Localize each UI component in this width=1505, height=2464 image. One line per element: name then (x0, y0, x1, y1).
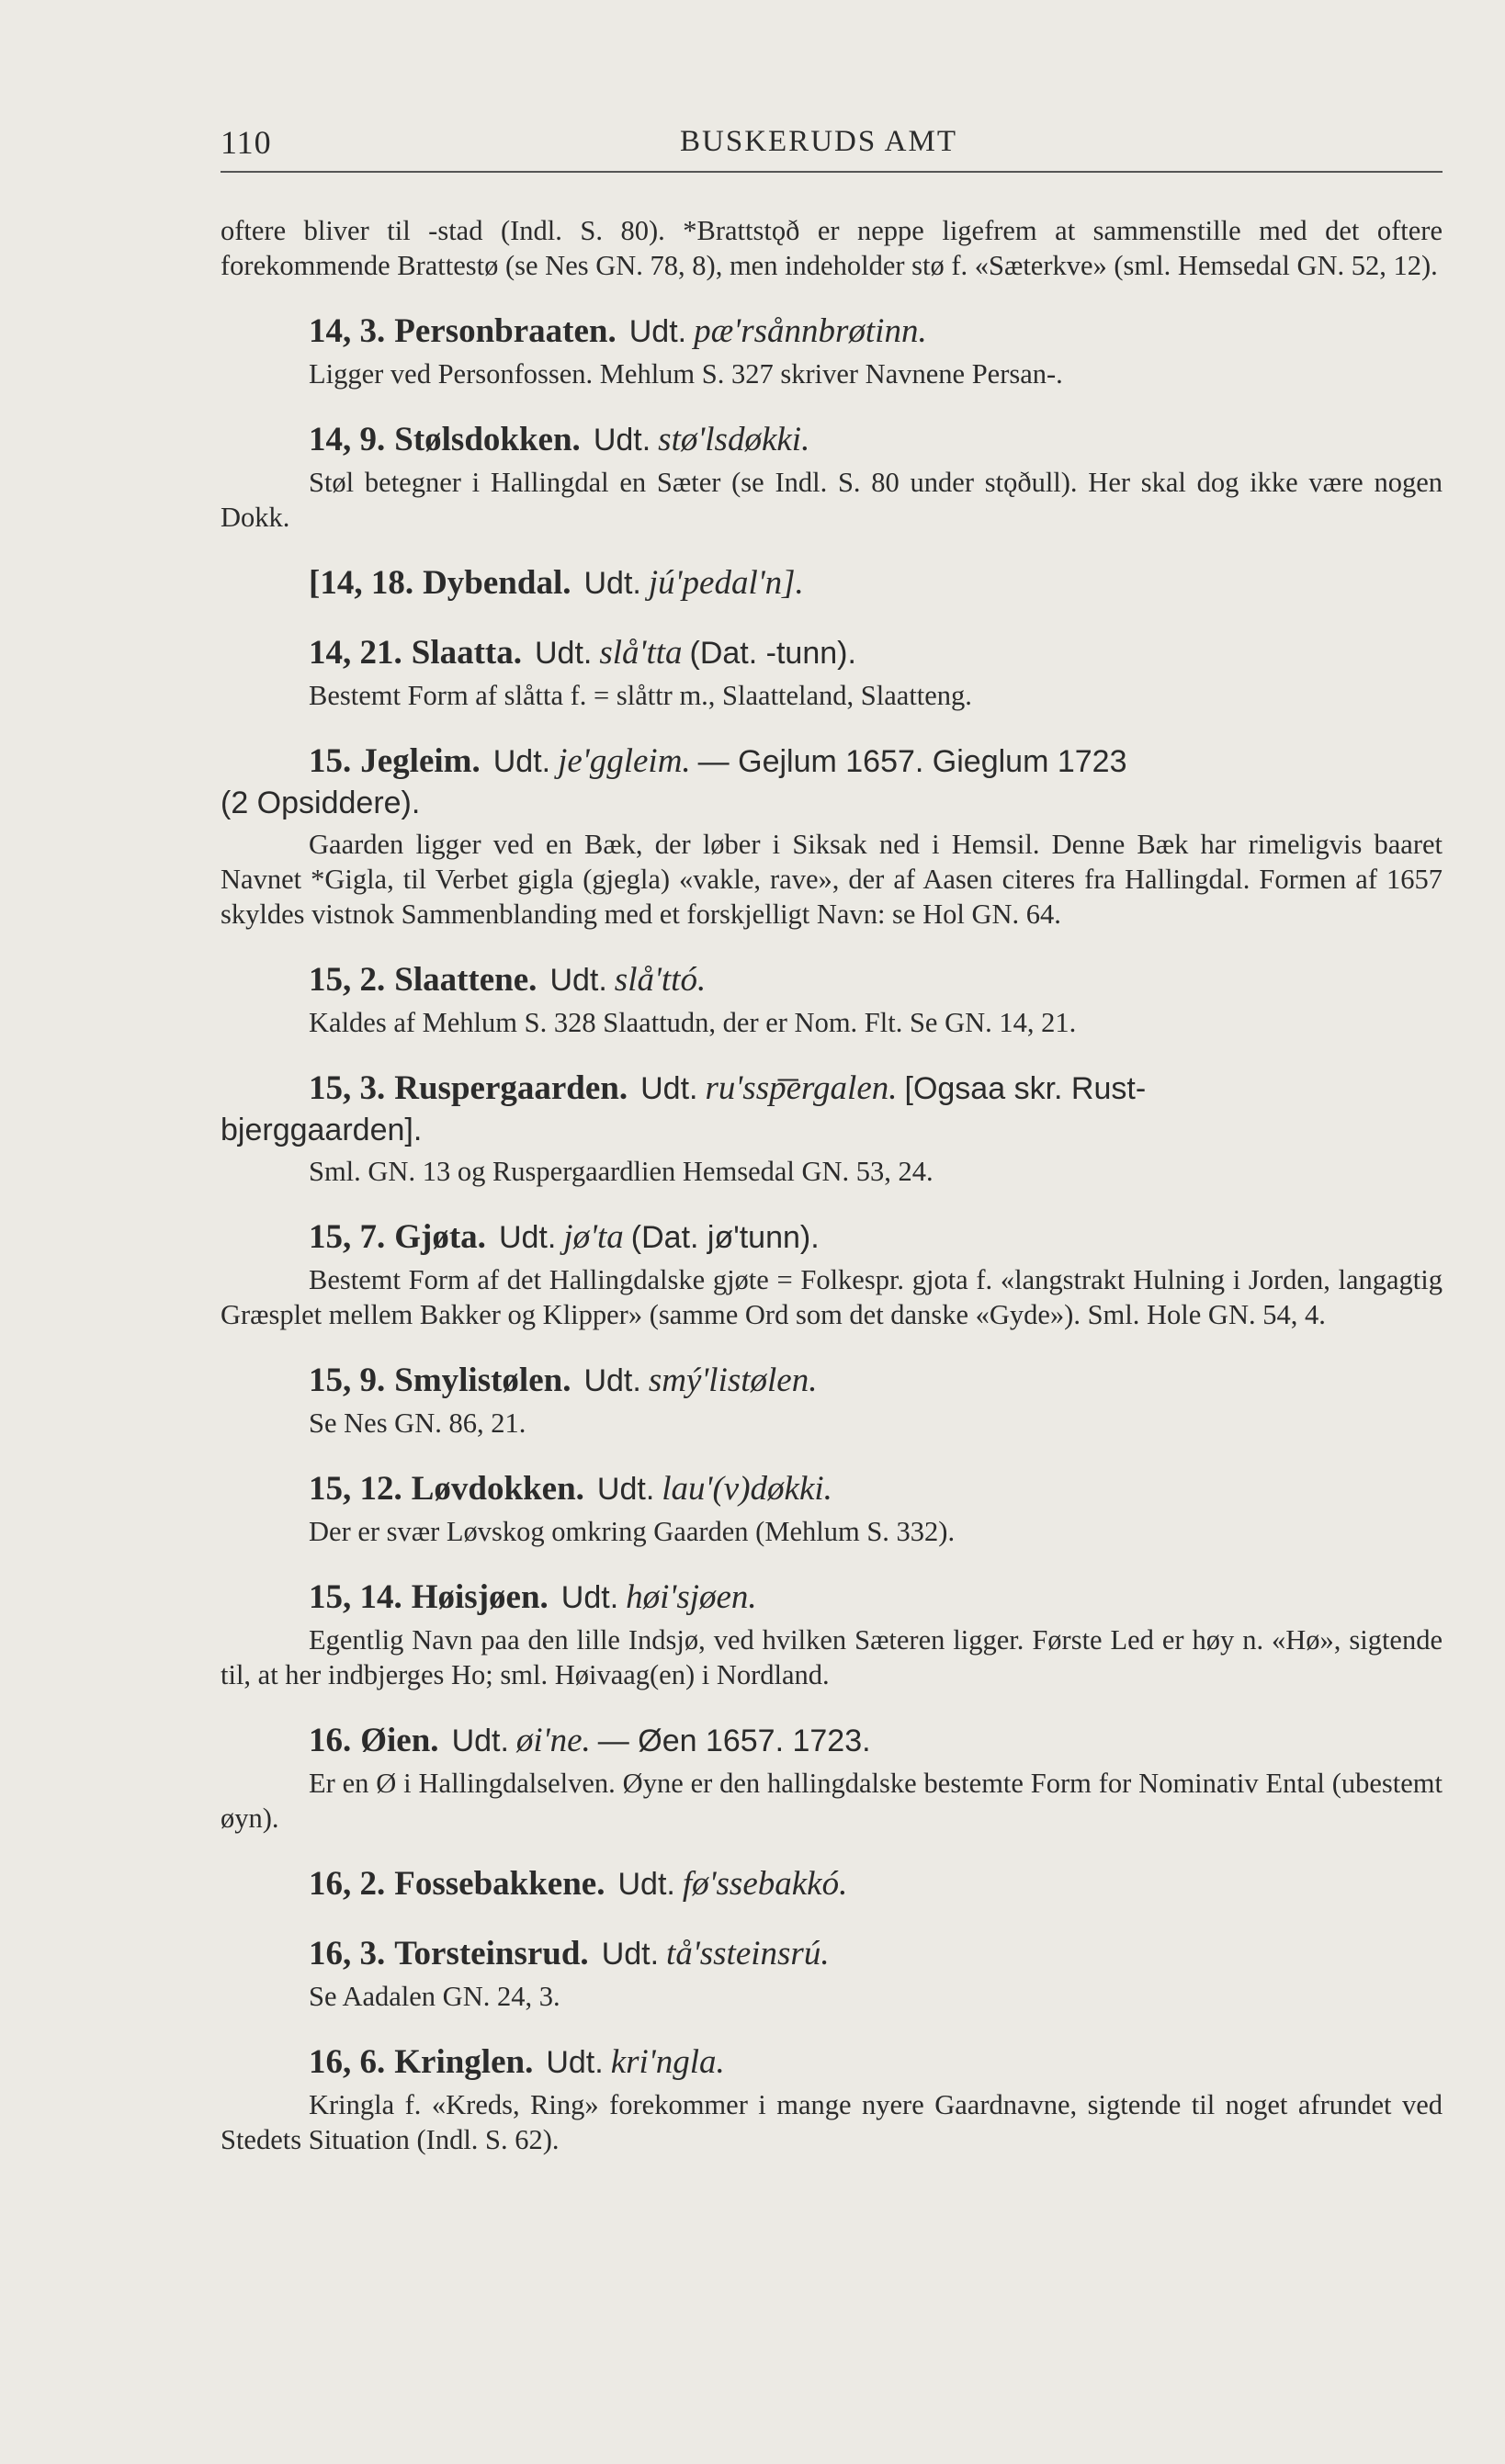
entry-udt-label: Udt. (535, 636, 593, 671)
entry-body: Er en Ø i Hallingdalselven. Øyne er den hallingdalske bestemte Form for Nominativ Ental (ubestemt øyn). (221, 1768, 1443, 1834)
entry-heading (221, 311, 1443, 353)
place-entry (221, 2041, 1443, 2157)
entry-pronunciation: kri'ngla. (610, 2043, 725, 2081)
intro-paragraph: oftere bliver til -stad (Indl. S. 80). *Brattstǫð er neppe ligefrem at sammenstille med det oftere forekommende Brattestø (se Nes GN. 78, 8), men indeholder stø f. «Sæterkve» (sml. Hemsedal GN. 52, 12). (221, 215, 1443, 281)
text-block (221, 213, 1443, 2157)
place-entry (221, 562, 1443, 605)
entry-heading-continuation: (2 Opsiddere). (221, 786, 421, 820)
entry-number: 15, 12. (309, 1470, 402, 1508)
entry-heading (221, 632, 1443, 674)
entry-pronunciation: tå'ssteinsrú. (666, 1935, 830, 1972)
entry-pronunciation: ru'ssp͞ergalen. (705, 1069, 898, 1107)
entry-number: 15. (309, 742, 352, 780)
entry-heading (221, 2041, 1443, 2084)
entry-number: [14, 18. (309, 564, 414, 602)
entry-udt-label: Udt. (546, 2045, 604, 2080)
entry-number: 15, 14. (309, 1578, 402, 1616)
place-entry (221, 1720, 1443, 1836)
entry-body: Egentlig Navn paa den lille Indsjø, ved hvilken Sæteren ligger. Første Led er høy n. «Hø», sigtende til, at her indbjerges Ho; sml. Høivaag(en) i Nordland. (221, 1624, 1443, 1690)
entry-body: Bestemt Form af det Hallingdalske gjøte = Folkespr. gjota f. «langstrakt Hulning i Jorden, langagtig Græsplet mellem Bakker og Klipper» (samme Ord som det danske «Gyde»). Sml. Hole GN. 54, 4. (221, 1264, 1443, 1330)
entry-extra: (Dat. -tunn). (689, 636, 856, 671)
place-entry (221, 1577, 1443, 1692)
entry-heading-continuation: bjerggaarden]. (221, 1113, 423, 1147)
running-header (221, 123, 1443, 169)
place-entry (221, 632, 1443, 713)
entry-udt-label: Udt. (640, 1071, 698, 1106)
entry-number: 14, 3. (309, 312, 386, 350)
entry-udt-label: Udt. (498, 1220, 557, 1255)
entry-udt-label: Udt. (617, 1867, 675, 1902)
entry-name: Torsteinsrud. (394, 1935, 589, 1972)
entry-udt-label: Udt. (583, 566, 641, 601)
entry-pronunciation: smý'listølen. (648, 1362, 818, 1399)
entry-heading (221, 1933, 1443, 1975)
entry-number: 15, 3. (309, 1069, 386, 1107)
entry-name: Høisjøen. (411, 1578, 549, 1616)
entry-name: Slaattene. (394, 961, 538, 999)
entry-pronunciation: slå'ttó. (614, 961, 707, 999)
entry-pronunciation: jú'pedal'n]. (648, 564, 804, 602)
entry-number: 14, 21. (309, 634, 402, 672)
entry-pronunciation: lau'(v)døkki. (662, 1470, 832, 1508)
entry-heading (221, 1468, 1443, 1510)
entry-name: Jegleim. (360, 742, 481, 780)
entry-udt-label: Udt. (492, 744, 551, 779)
entry-body: Kaldes af Mehlum S. 328 Slaattudn, der er Nom. Flt. Se GN. 14, 21. (309, 1007, 1077, 1038)
entry-body: Sml. GN. 13 og Ruspergaardlien Hemsedal GN. 53, 24. (309, 1156, 934, 1187)
entry-heading (221, 1720, 1443, 1762)
place-entry (221, 959, 1443, 1040)
entry-name: Ruspergaarden. (394, 1069, 628, 1107)
entry-pronunciation: stø'lsdøkki. (658, 421, 810, 458)
entry-body: Gaarden ligger ved en Bæk, der løber i Siksak ned i Hemsil. Denne Bæk har rimeligvis baaret Navnet *Gigla, til Verbet gigla (gjegla) «vakle, rave», der af Aasen citeres fra Hallingdal. Formen af 1657 skyldes vistnok Sammenblanding med et forskjelligt Navn: se Hol GN. 64. (221, 829, 1443, 930)
entry-heading (221, 1216, 1443, 1259)
entry-heading (221, 740, 1443, 783)
entry-name: Smylistølen. (394, 1362, 571, 1399)
entry-name: Øien. (360, 1722, 439, 1759)
entry-name: Fossebakkene. (394, 1865, 605, 1903)
entry-body: Kringla f. «Kreds, Ring» forekommer i mange nyere Gaardnavne, sigtende til noget afrundet ved Stedets Situation (Indl. S. 62). (221, 2089, 1443, 2155)
entry-udt-label: Udt. (451, 1724, 509, 1758)
entry-pronunciation: je'ggleim. (558, 742, 691, 780)
entry-number: 16. (309, 1722, 352, 1759)
entry-body: Ligger ved Personfossen. Mehlum S. 327 skriver Navnene Persan-. (309, 358, 1063, 390)
entry-number: 16, 3. (309, 1935, 386, 1972)
entry-name: Løvdokken. (411, 1470, 584, 1508)
entry-body: Se Aadalen GN. 24, 3. (309, 1981, 560, 2012)
entry-pronunciation: fø'ssebakkó. (682, 1865, 848, 1903)
place-entry (221, 1068, 1443, 1189)
entry-udt-label: Udt. (628, 314, 687, 349)
entry-udt-label: Udt. (560, 1580, 619, 1615)
entry-udt-label: Udt. (596, 1472, 655, 1507)
entry-number: 15, 7. (309, 1218, 386, 1256)
entry-udt-label: Udt. (593, 423, 651, 458)
entry-pronunciation: slå'tta (599, 634, 683, 672)
entry-name: Gjøta. (394, 1218, 486, 1256)
place-entry (221, 1360, 1443, 1441)
entry-body: Bestemt Form af slåtta f. = slåttr m., Slaatteland, Slaatteng. (309, 680, 972, 711)
entry-number: 16, 6. (309, 2043, 386, 2081)
page-number: 110 (221, 124, 272, 161)
entry-body: Støl betegner i Hallingdal en Sæter (se Indl. S. 80 under stǫðull). Her skal dog ikke være nogen Dokk. (221, 467, 1443, 533)
entry-heading (221, 959, 1443, 1001)
header-rule (221, 171, 1443, 173)
entry-heading (221, 1068, 1443, 1110)
entry-name: Kringlen. (394, 2043, 534, 2081)
entry-heading (221, 1863, 1443, 1905)
entry-number: 16, 2. (309, 1865, 386, 1903)
entry-pronunciation: jø'ta (563, 1218, 624, 1256)
entry-udt-label: Udt. (549, 963, 607, 998)
entry-pronunciation: pæ'rsånnbrøtinn. (694, 312, 927, 350)
entry-udt-label: Udt. (601, 1937, 660, 1972)
entry-heading (221, 1360, 1443, 1402)
entry-list (221, 311, 1443, 2157)
entry-heading (221, 1577, 1443, 1619)
place-entry (221, 1468, 1443, 1549)
entry-extra: — Gejlum 1657. Gieglum 1723 (697, 744, 1127, 779)
entry-extra: (Dat. jø'tunn). (630, 1220, 820, 1255)
entry-pronunciation: øi'ne. (515, 1722, 591, 1759)
entry-pronunciation: høi'sjøen. (626, 1578, 757, 1616)
entry-number: 15, 9. (309, 1362, 386, 1399)
entry-body: Se Nes GN. 86, 21. (309, 1407, 526, 1439)
entry-name: Personbraaten. (394, 312, 617, 350)
entry-udt-label: Udt. (583, 1363, 641, 1398)
entry-number: 15, 2. (309, 961, 386, 999)
place-entry (221, 311, 1443, 391)
entry-name: Dybendal. (423, 564, 571, 602)
entry-extra: [Ogsaa skr. Rust- (904, 1071, 1147, 1106)
entry-name: Slaatta. (411, 634, 522, 672)
running-title: BUSKERUDS AMT (680, 125, 957, 158)
entry-extra: — Øen 1657. 1723. (597, 1724, 871, 1758)
entry-heading (221, 562, 1443, 605)
entry-number: 14, 9. (309, 421, 386, 458)
place-entry (221, 1863, 1443, 1905)
place-entry (221, 1216, 1443, 1332)
entry-body: Der er svær Løvskog omkring Gaarden (Mehlum S. 332). (309, 1516, 956, 1547)
entry-heading (221, 419, 1443, 461)
place-entry (221, 419, 1443, 535)
place-entry (221, 1933, 1443, 2014)
place-entry (221, 740, 1443, 932)
entry-name: Stølsdokken. (394, 421, 581, 458)
